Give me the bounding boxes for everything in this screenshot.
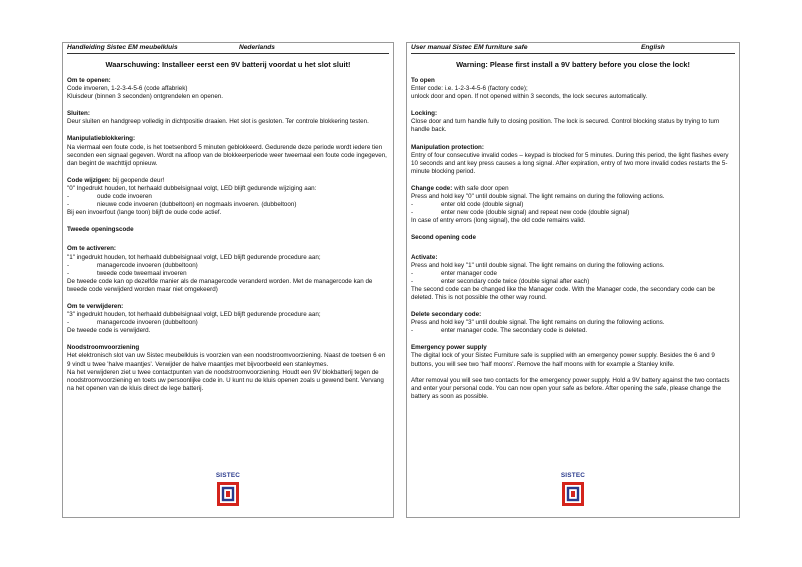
paragraph: Press and hold key "1" until double signal. The light remains on during the following actions. xyxy=(411,261,665,269)
section-heading: Manipulatieblokkering: xyxy=(67,135,136,143)
list-item xyxy=(411,270,735,278)
paragraph: After removal you will see two contacts for the emergency power supply. Hold a 9V battery against the two contacts and enter your personal code. You can now open your safe as before. After opening the safe, please change the battery as soon as possible. xyxy=(411,376,730,400)
list-item xyxy=(67,201,389,209)
section-heading: Activate: xyxy=(411,253,438,261)
section-heading: Emergency power supply xyxy=(411,344,487,352)
logo-wordmark: SISTEC xyxy=(215,472,241,479)
text-line: Enter code: i.e. 1-2-3-4-5-6 (factory code); xyxy=(411,85,528,93)
paragraph: Press and hold key "3" until double signal. The light remains on during the following actions. xyxy=(411,319,665,327)
list-text: managercode invoeren (dubbeltoon) xyxy=(97,261,198,269)
list-dash: - xyxy=(411,269,414,277)
section-change-code xyxy=(411,185,735,225)
paragraph: "0" Ingedrukt houden, tot herhaald dubbelsignaal volgt, LED blijft gedurende wijziging aan: xyxy=(67,184,317,192)
section-heading: Delete secondary code: xyxy=(411,311,482,319)
heading-suffix: bij geopende deur! xyxy=(112,176,165,184)
section-activate xyxy=(67,243,389,294)
list-item xyxy=(411,278,735,286)
section-second-code xyxy=(67,226,389,234)
section-heading: Om te openen: xyxy=(67,77,111,84)
list-text: managercode invoeren (dubbeltoon) xyxy=(97,319,198,327)
header-language: Nederlands xyxy=(239,44,275,51)
section-second-code xyxy=(411,234,735,242)
section-remove xyxy=(67,303,389,335)
section-heading: Sluiten: xyxy=(67,110,90,118)
section-heading: Second opening code xyxy=(411,234,476,242)
list-item xyxy=(67,319,389,327)
section-manipulation xyxy=(411,144,735,176)
paragraph: Press and hold key "0" until double signal. The light remains on during the following actions. xyxy=(411,193,665,201)
list-item xyxy=(67,193,389,201)
section-heading: Om te activeren: xyxy=(67,245,116,253)
list-item xyxy=(67,270,389,278)
paragraph: Entry of four consecutive invalid codes – keypad is blocked for 5 minutes. During this period, the light flashes every 10 seconds and ant key press causes a long signal. After expiration, entry of two more invalid codes restarts the 5-minute blocking period. xyxy=(411,151,729,175)
logo-wordmark: SISTEC xyxy=(560,472,586,479)
paragraph: Het elektronisch slot van uw Sistec meubelkluis is voorzien van een noodstroomvoorziening. Naast de toetsen 6 en 9 vindt u twee 'halve maantjes'. Verwijder de halve maantjes met bijvoorbeeld een stanleymes. xyxy=(67,352,386,368)
header-title: User manual Sistec EM furniture safe xyxy=(411,44,528,51)
manual-body xyxy=(411,77,735,401)
page-header xyxy=(411,43,735,54)
section-emergency xyxy=(67,344,389,393)
section-heading: Noodstroomvoorziening xyxy=(67,344,140,352)
list-text: enter new code (double signal) and repeat new code (double signal) xyxy=(441,209,630,217)
paragraph: Na het verwijderen ziet u twee contactpunten van de noodstroomvoorziening. Houdt een 9V blokbatterij tegen de noodstroomvoorziening en toets uw persoonlijke code in. U kunt nu de kluis openen zoals u gewend bent. Vervang na het openen van de kluis direct de lege batterij. xyxy=(67,368,384,392)
list-text: enter old code (double signal) xyxy=(441,201,524,209)
section-activate xyxy=(411,252,735,303)
paragraph: "3" ingedrukt houden, tot herhaald dubbelsignaal volgt, LED blijft gedurende procedure aan; xyxy=(67,311,321,319)
paragraph: De tweede code is verwijderd. xyxy=(67,327,151,335)
section-blocking xyxy=(67,135,389,167)
section-heading xyxy=(67,177,389,185)
list-item xyxy=(411,327,735,335)
list-text: enter manager code xyxy=(441,269,497,277)
paragraph: De tweede code kan op dezelfde manier als de managercode veranderd worden. Met de managercode kan de tweede code verwijderd worden maar niet omgekeerd) xyxy=(67,277,373,293)
manual-body xyxy=(67,77,389,393)
list-dash: - xyxy=(411,209,414,217)
paragraph: The second code can be changed like the Manager code. With the Manager code, the secondary code can be deleted. This is not possible the other way round. xyxy=(411,285,716,301)
section-change-code xyxy=(67,177,389,217)
section-delete xyxy=(411,311,735,335)
section-open xyxy=(411,77,735,101)
list-item xyxy=(67,262,389,270)
list-dash: - xyxy=(411,327,414,335)
list-item xyxy=(411,209,735,217)
section-emergency xyxy=(411,344,735,401)
paragraph: In case of entry errors (long signal), the old code remains valid. xyxy=(411,217,586,225)
list-dash: - xyxy=(67,193,70,201)
heading-suffix: with safe door open xyxy=(454,184,509,192)
paragraph: "1" ingedrukt houden, tot herhaald dubbelsignaal volgt, LED blijft gedurende procedure aan; xyxy=(67,253,321,261)
section-heading xyxy=(411,185,735,193)
section-heading: To open xyxy=(411,77,435,84)
page-header xyxy=(67,43,389,54)
section-close xyxy=(67,110,389,126)
logo-icon xyxy=(561,481,585,507)
section-locking xyxy=(411,110,735,134)
heading-text: Code wijzigen: xyxy=(67,176,111,184)
paragraph: The digital lock of your Sistec Furniture safe is supplied with an emergency power supply. Besides the 6 and 9 buttons, you will see two 'half moons'. Remove the half moons with for example a Stanley knife. xyxy=(411,352,715,368)
sistec-logo xyxy=(555,472,591,507)
sistec-logo xyxy=(210,472,246,507)
section-open xyxy=(67,77,389,101)
text-line: unlock door and open. If not opened within 3 seconds, the lock secures automatically. xyxy=(411,93,648,101)
section-heading: Locking: xyxy=(411,110,438,118)
header-title: Handleiding Sistec EM meubelkluis xyxy=(67,44,178,51)
list-dash: - xyxy=(411,201,414,209)
text-line: Code invoeren, 1-2-3-4-5-6 (code affabriek) xyxy=(67,85,188,93)
battery-warning: Waarschuwing: Installeer eerst een 9V batterij voordat u het slot sluit! xyxy=(105,60,351,69)
list-dash: - xyxy=(67,201,70,209)
battery-warning: Warning: Please first install a 9V battery before you close the lock! xyxy=(456,60,690,69)
paragraph: Bij een invoerfout (lange toon) blijft de oude code actief. xyxy=(67,209,222,217)
section-heading: Tweede openingscode xyxy=(67,226,134,234)
header-language: English xyxy=(641,44,665,51)
list-dash: - xyxy=(67,269,70,277)
list-dash: - xyxy=(67,319,70,327)
paragraph: Deur sluiten en handgreep volledig in dichtpositie draaien. Het slot is gesloten. Ter controle blokkering testen. xyxy=(67,118,369,126)
heading-text: Change code: xyxy=(411,184,453,192)
paragraph: Na viermaal een foute code, is het toetsenbord 5 minuten geblokkeerd. Gedurende deze periode wordt iedere tien seconden een signaal gegeven. Wordt na afloop van de blokkeerperiode weer tweemaal een foute code ingegeven, dan begint de wachttijd opnieuw. xyxy=(67,143,387,167)
paragraph: Close door and turn handle fully to closing position. The lock is secured. Control blocking status by trying to turn handle back. xyxy=(411,118,720,134)
list-text: oude code invoeren xyxy=(97,193,152,201)
list-text: enter manager code. The secondary code is deleted. xyxy=(441,327,588,335)
section-heading: Manipulation protection: xyxy=(411,143,484,151)
section-heading: Om te verwijderen: xyxy=(67,302,124,310)
text-line: Kluisdeur (binnen 3 seconden) ontgrendelen en openen. xyxy=(67,93,224,101)
english-manual-page xyxy=(406,42,740,518)
list-item xyxy=(411,201,735,209)
list-dash: - xyxy=(67,261,70,269)
list-dash: - xyxy=(411,277,414,285)
logo-icon xyxy=(216,481,240,507)
list-text: nieuwe code invoeren (dubbeltoon) en nogmaals invoeren. (dubbeltoon) xyxy=(97,201,297,209)
list-text: enter secondary code twice (double signal after each) xyxy=(441,277,590,285)
dutch-manual-page xyxy=(62,42,394,518)
list-text: tweede code tweemaal invoeren xyxy=(97,269,187,277)
